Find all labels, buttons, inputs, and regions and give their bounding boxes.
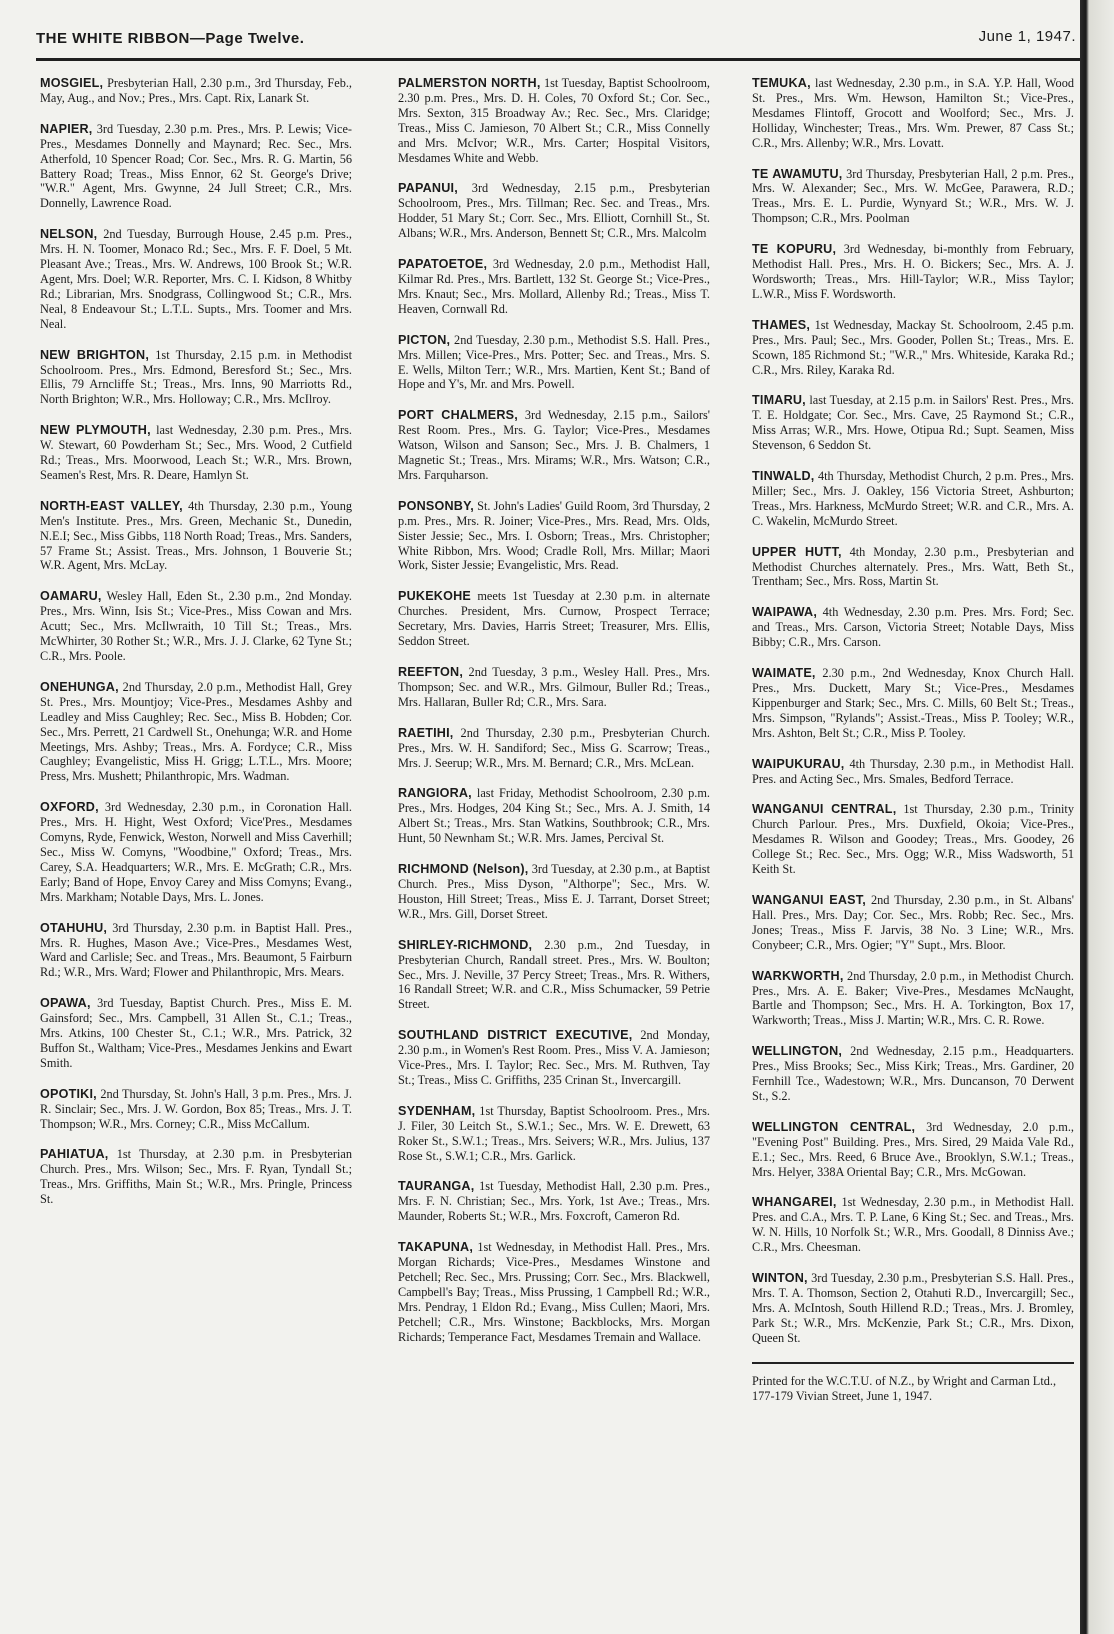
branch-entry bbox=[752, 1271, 1074, 1346]
branch-details: 3rd Thursday, 2.30 p.m. in Baptist Hall. Pres., Mrs. R. Hughes, Mason Ave.; Vice-Pres., Mesdames West, Ward and Carlisle; Sec. and Treas., Mrs. Beaumont, 5 Fairburn Rd.; W.R., Mrs. Ward; Flower and Philanthropic, Mrs. Mears. bbox=[40, 920, 352, 980]
branch-details: 3rd Tuesday, 2.30 p.m. Pres., Mrs. P. Lewis; Vice-Pres., Mesdames Donnelly and Maynard; Rec. Sec., Mrs. Atherfold, 10 Spencer Road; Cor. Sec., Mrs. R. G. Martin, 56 Battery Road; Treas., Miss Ennor, 62 St. George's Drive; "W.R." Agent, Mrs. Gwynne, 24 Jull Street; C.R., Mrs. Donnelly, Lawrence Road. bbox=[40, 121, 352, 211]
branch-entry bbox=[398, 589, 710, 649]
branch-name: PORT CHALMERS, bbox=[398, 408, 518, 423]
branch-details: 1st Wednesday, 2.30 p.m., in Methodist Hall. Pres. and C.A., Mrs. T. P. Lane, 6 King St.; Sec. and Treas., Mrs. W. N. Hills, 10 Norfolk St.; W.R., Mrs. Goodall, 8 Dinniss Ave.; C.R., Mrs. Cheesman. bbox=[752, 1195, 1074, 1255]
branch-name: WELLINGTON, bbox=[752, 1044, 843, 1059]
branch-entry bbox=[398, 76, 710, 165]
branch-name: OPAWA, bbox=[40, 996, 91, 1011]
branch-details: last Tuesday, at 2.15 p.m. in Sailors' Rest. Pres., Mrs. T. E. Holdgate; Cor. Sec., Mrs. Cave, 25 Raymond St.; C.R., Miss Arras; W.R., Mrs. Howe, Otipua Rd.; Supt. Seamen, Miss Stevenson, 6 Seddon St. bbox=[752, 393, 1075, 453]
branch-details: 2nd Tuesday, Burrough House, 2.45 p.m. Pres., Mrs. H. N. Toomer, Monaco Rd.; Sec., Mrs. F. F. Doel, 5 Mt. Pleasant Ave.; Treas., Mrs. W. Andrews, 100 Brook St.; W.R. Agent, Mrs. Doel; W.R. Reporter, Mrs. C. I. Kidson, 8 Whitby Rd.; Librarian, Mrs. Snodgrass, Collingwood St.; C.R., Mrs. Neal, 8 Endeavour St.; L.T.L. Supts., Mrs. Toomer and Mrs. Neal. bbox=[40, 227, 352, 331]
branch-entry bbox=[752, 76, 1074, 151]
branch-name: RICHMOND (Nelson), bbox=[398, 862, 529, 877]
branch-entry bbox=[752, 242, 1074, 302]
branch-name: WELLINGTON CENTRAL, bbox=[752, 1119, 916, 1134]
branch-name: WAIPUKURAU, bbox=[752, 756, 845, 771]
branch-name: WHANGAREI, bbox=[752, 1195, 837, 1210]
branch-details: 2nd Thursday, 2.0 p.m., Methodist Hall, Grey St. Pres., Mrs. Mountjoy; Vice-Pres., Mesdames Ashby and Leadley and Miss Caughley; Rec. Sec., Miss B. Hobden; Cor. Sec., Mrs. Perrett, 21 Cardwell St., Onehunga; W.R. and Home Meetings, Mrs. Ashby; Treas., Mrs. A. Fordyce; C.R., Miss Caughley; Evangelistic, Miss H. Grigg; L.T.L., Mrs. Moore; Press, Mrs. Mushett; Philanthropic, Mrs. Wadman. bbox=[40, 679, 352, 784]
branch-name: WARKWORTH, bbox=[752, 968, 844, 983]
branch-entry bbox=[752, 167, 1074, 227]
header-rule bbox=[36, 58, 1080, 61]
branch-entry bbox=[40, 499, 352, 574]
branch-entry bbox=[752, 802, 1074, 877]
branch-entry bbox=[398, 181, 710, 241]
branch-entry bbox=[398, 333, 710, 393]
branch-entry bbox=[40, 800, 352, 904]
branch-details: 2.30 p.m., 2nd Wednesday, Knox Church Hall. Pres., Mrs. Duckett, Mary St.; Vice-Pres., Mesdames Kippenburger and Stark; Sec., Mrs. C. Mills, 60 Belt St.; Treas., Mrs. Simpson, "Rylands"; Assist.-Treas., Miss P. Tooley; W.R., Mrs. Ashton, Belt St.; C.R., Miss P. Tooley. bbox=[752, 666, 1075, 740]
branch-entry bbox=[40, 996, 352, 1071]
branch-details: 1st Wednesday, in Methodist Hall. Pres., Mrs. Morgan Richards; Vice-Pres., Mesdames Winstone and Petchell; Rec. Sec., Mrs. Prussing; Corr. Sec., Mrs. Blackwell, Campbell's Bay; Treas., Miss Prussing, 1 Campbell Rd.; W.R., Mrs. Pendray, 1 Eldon Rd.; Evang., Miss Cullen; Maori, Mrs. Petchell; C.R., Mrs. Winstone; Backblocks, Mrs. Morgan Richards; Temperance Fact, Mesdames Tremain and Wallace. bbox=[398, 1240, 710, 1344]
footer-rule bbox=[752, 1362, 1074, 1364]
branch-details: 3rd Tuesday, at 2.30 p.m., at Baptist Church. Pres., Miss Dyson, "Althorpe"; Sec., Mrs. W. Houston, Hill Street; Treas., Miss E. J. Tarrant, Dorset Street; W.R., Mrs. Gill, Dorset Street. bbox=[398, 862, 710, 921]
branch-name: NAPIER, bbox=[40, 121, 93, 136]
branch-entry bbox=[40, 680, 352, 784]
issue-date: June 1, 1947. bbox=[978, 28, 1076, 45]
branch-name: PAPANUI, bbox=[398, 181, 458, 196]
branch-details: 1st Thursday, 2.30 p.m., Trinity Church Parlour. Pres., Mrs. Duxfield, Okoia; Vice-Pres., Mesdames R. Wilson and Goodey; Treas., Mrs. Goodey, 26 College St.; Rec. Sec., Mrs. Ogg; W.R., Miss Wadsworth, 51 Keith St. bbox=[752, 802, 1074, 877]
branch-name: TIMARU, bbox=[752, 393, 806, 408]
branch-name: NORTH-EAST VALLEY, bbox=[40, 498, 183, 513]
branch-details: 4th Thursday, 2.30 p.m., Young Men's Institute. Pres., Mrs. Green, Mechanic St., Dunedin, N.E.I; Sec., Miss Gibbs, 118 North Road; Treas., Mrs. Sanders, 57 Frame St.; Assist. Treas., Mrs. Johnson, 1 Bouverie St.; W.R. Agent, Mrs. McLay. bbox=[40, 498, 352, 573]
branch-name: OTAHUHU, bbox=[40, 920, 108, 935]
branch-name: NEW PLYMOUTH, bbox=[40, 423, 151, 438]
column-3-entries bbox=[752, 76, 1074, 1346]
branch-details: 3rd Wednesday, bi-monthly from February, Methodist Hall. Pres., Mrs. H. O. Bickers; Sec., Mrs. A. J. Wordsworth; Treas., Mrs. Hill-Taylor; W.R., Miss Taylor; L.W.R., Miss F. Wordsworth. bbox=[752, 242, 1074, 301]
branch-name: PALMERSTON NORTH, bbox=[398, 76, 541, 90]
branch-entry bbox=[752, 605, 1074, 650]
branch-details: Wesley Hall, Eden St., 2.30 p.m., 2nd Monday. Pres., Mrs. Winn, Isis St.; Vice-Pres., Miss Cowan and Mrs. Acutt; Sec., Mrs. McIlwraith, 10 Till St.; Treas., Mrs. McWhirter, 30 Rother St.; W.R., Mrs. J. J. Clarke, 62 Tyne St.; C.R., Mrs. Poole. bbox=[40, 589, 352, 663]
branch-details: 4th Thursday, 2.30 p.m., in Methodist Hall. Pres. and Acting Sec., Mrs. Smales, Bedford Terrace. bbox=[752, 756, 1074, 786]
branch-entry bbox=[40, 423, 352, 483]
branch-entry bbox=[40, 921, 352, 981]
branch-name: PICTON, bbox=[398, 332, 451, 347]
branch-details: 1st Thursday, at 2.30 p.m. in Presbyterian Church. Pres., Mrs. Wilson; Sec., Mrs. F. Ryan, Tyndall St.; Treas., Mrs. Griffiths, Main St.; W.R., Mrs. Pringle, Princess St. bbox=[40, 1147, 352, 1207]
branch-details: last Wednesday, 2.30 p.m., in S.A. Y.P. Hall, Wood St. Pres., Mrs. Wm. Hewson, Hamilton St.; Vice-Pres., Mesdames Flintoff, Grocott and Woolford; Sec., Mrs. J. Holliday, Winchester; Treas., Mrs. Wm. Prewer, 87 Cass St.; C.R., Mrs. Allenby; W.R., Mrs. Lovatt. bbox=[752, 76, 1075, 150]
branch-details: 3rd Wednesday, 2.30 p.m., in Coronation Hall. Pres., Mrs. H. Hight, West Oxford; Vice'Pres., Mesdames Comyns, Ryde, Fenwick, Weston, Norwell and Miss Caverhill; Sec., Miss W. Comyns, "Woodbine," Oxford; Treas., Mrs. Carey, S.A. Headquarters; W.R., Mrs. E. McGrath; C.R., Mrs. Early; Band of Hope, Envoy Carey and Miss Comyns; Evang., Mrs. Markham; Notable Days, Mrs. L. Jones. bbox=[40, 800, 352, 904]
branch-name: SOUTHLAND DISTRICT EXECUTIVE, bbox=[398, 1028, 633, 1043]
branch-entry bbox=[398, 726, 710, 771]
branch-details: St. John's Ladies' Guild Room, 3rd Thursday, 2 p.m. Pres., Mrs. R. Joiner; Vice-Pres., Mrs. Read, Mrs. Olds, Sister Jessie; Sec., Mrs. I. Osborn; Treas., Mrs. Christopher; White Ribbon, Mrs. Wood; Cradle Roll, Mrs. Millar; Maori Work, Sister Jessie; Evangelistic, Mrs. Read. bbox=[398, 498, 711, 573]
branch-entry bbox=[752, 757, 1074, 787]
branch-details: 3rd Thursday, Presbyterian Hall, 2 p.m. Pres., Mrs. W. Alexander; Sec., Mrs. W. McGee, Parawera, R.D.; Treas., Mrs. E. L. Purdie, Wynyard St.; W.R., Mrs. W. J. Thompson; C.R., Mrs. Poolman bbox=[752, 166, 1074, 226]
branch-details: meets 1st Tuesday at 2.30 p.m. in alternate Churches. President, Mrs. Curnow, Prospect Terrace; Secretary, Mrs. Davies, Harris Street; Treasurer, Mrs. Ellis, Seddon Street. bbox=[398, 589, 711, 649]
page-title: THE WHITE RIBBON—Page Twelve. bbox=[36, 30, 305, 47]
branch-entry bbox=[752, 1195, 1074, 1255]
branch-entry bbox=[752, 893, 1074, 953]
branch-details: 3rd Wednesday, 2.15 p.m., Sailors' Rest Room. Pres., Mrs. G. Taylor; Vice-Pres., Mesdames Watson, Wilson and Sanson; Sec., Mrs. J. B. Chalmers, 1 Magnetic St.; Treas., Mrs. Mirams; W.R., Mrs. Watson; C.R., Mrs. Farquharson. bbox=[398, 408, 710, 482]
branch-name: WANGANUI EAST, bbox=[752, 892, 866, 907]
branch-entry bbox=[40, 1087, 352, 1132]
branch-details: 4th Thursday, Methodist Church, 2 p.m. Pres., Mrs. Miller; Sec., Mrs. J. Oakley, 156 Victoria Street, Ashburton; Treas., Mrs. Harkness, McMurdo Street; W.R. and C.R., Mrs. A. C. Wakelin, McMurdo Street. bbox=[752, 469, 1074, 528]
branch-entry bbox=[398, 786, 710, 846]
branch-name: NEW BRIGHTON, bbox=[40, 347, 150, 362]
branch-name: WAIMATE, bbox=[752, 666, 816, 681]
branch-details: 1st Wednesday, Mackay St. Schoolroom, 2.45 p.m. Pres., Mrs. Paul; Sec., Mrs. Gooder, Pollen St.; Treas., Mrs. E. Scown, 185 Richmond St.; "W.R.," Mrs. Whiteside, Karaka Rd.; C.R., Mrs. Riley, Karaka Rd. bbox=[752, 317, 1075, 377]
branch-details: 2nd Thursday, 2.0 p.m., in Methodist Church. Pres., Mrs. A. E. Baker; Vive-Pres., Mesdames McNaught, Bartle and Thompson; Sec., Mrs. H. A. Torkington, Box 17, Warkworth; Treas., Miss J. Martin; W.R., Mrs. C. R. Rowe. bbox=[752, 968, 1074, 1028]
branch-details: 2nd Wednesday, 2.15 p.m., Headquarters. Pres., Miss Brooks; Sec., Miss Kirk; Treas., Mrs. Gardiner, 20 Fernhill Tce., Wadestown; W.R., Mrs. Duncanson, 70 Derwent St., S.2. bbox=[752, 1044, 1074, 1103]
branch-details: 1st Thursday, Baptist Schoolroom. Pres., Mrs. J. Filer, 30 Leitch St., S.W.1.; Sec., Mrs. W. E. Drewett, 63 Roker St., S.W.1.; Treas., Mrs. Seivers; W.R., Mrs. Julius, 137 Rose St., S.W.1; C.R., Mrs. Garlick. bbox=[398, 1103, 710, 1163]
branch-details: 2nd Monday, 2.30 p.m., in Women's Rest Room. Pres., Miss V. A. Jamieson; Vice-Pres., Mrs. I. Taylor; Rec. Sec., Mrs. M. Ruthven, Tay St.; Treas., Miss C. Griffiths, 235 Crinan St., Invercargill. bbox=[398, 1028, 710, 1087]
branch-details: 1st Tuesday, Baptist Schoolroom, 2.30 p.m. Pres., Mrs. D. H. Coles, 70 Oxford St.; Cor. Sec., Mrs. Sexton, 315 Broadway Av.; Rec. Sec., Mrs. Claridge; Treas., Miss C. Jamieson, 70 Albert St.; C.R., Miss Connelly and Mrs. McIvor; W.R., Mrs. Carter; Hospital Visitors, Mesdames White and Webb. bbox=[398, 76, 711, 165]
branch-name: TAURANGA, bbox=[398, 1179, 475, 1194]
branch-name: OXFORD, bbox=[40, 800, 99, 815]
branch-entry bbox=[398, 1104, 710, 1164]
branch-name: SYDENHAM, bbox=[398, 1103, 476, 1118]
branch-details: 2nd Tuesday, 3 p.m., Wesley Hall. Pres., Mrs. Thompson; Sec. and W.R., Mrs. Gilmour, Buller Rd.; Treas., Mrs. Hallaran, Buller Rd; C.R., Mrs. Sara. bbox=[398, 665, 710, 709]
branch-details: 1st Tuesday, Methodist Hall, 2.30 p.m. Pres., Mrs. F. N. Christian; Sec., Mrs. York, 1st Ave.; Treas., Mrs. Maunder, Roberts St.; W.R., Mrs. Foxcroft, Cameron Rd. bbox=[398, 1179, 710, 1224]
branch-details: 4th Monday, 2.30 p.m., Presbyterian and Methodist Churches alternately. Pres., Mrs. Watt, Beth St., Trentham; Sec., Mrs. Ross, Martin St. bbox=[752, 544, 1074, 589]
printer-imprint: Printed for the W.C.T.U. of N.Z., by Wright and Carman Ltd., 177-179 Vivian Street, June 1, 1947. bbox=[752, 1373, 1057, 1403]
branch-name: TE KOPURU, bbox=[752, 242, 837, 257]
branch-details: 2nd Thursday, 2.30 p.m., Presbyterian Church. Pres., Mrs. W. H. Sandiford; Sec., Miss G. Scarrow; Treas., Mrs. J. Seerup; W.R., Mrs. M. Bernard; C.R., Mrs. McLean. bbox=[398, 725, 710, 770]
branch-entry bbox=[752, 393, 1074, 453]
branch-details: 1st Thursday, 2.15 p.m. in Methodist Schoolroom. Pres., Mrs. Edmond, Beresford St.; Sec., Mrs. Ellis, 79 Arncliffe St.; Treas., Mrs. Inns, 90 Marriotts Rd., North Brighton; W.R., Mrs. Holloway; C.R., Mrs. McIlroy. bbox=[40, 347, 352, 407]
page-binding-edge bbox=[1080, 0, 1114, 1634]
branch-entry bbox=[398, 1028, 710, 1088]
branch-name: OPOTIKI, bbox=[40, 1086, 97, 1101]
branch-details: 4th Wednesday, 2.30 p.m. Pres. Mrs. Ford; Sec. and Treas., Mrs. Carson, Victoria Street; Notable Days, Miss Bibby; C.R., Mrs. Carson. bbox=[752, 605, 1074, 650]
branch-entry bbox=[40, 227, 352, 331]
branch-name: SHIRLEY-RICHMOND, bbox=[398, 937, 533, 952]
branch-entry bbox=[40, 76, 352, 106]
branch-details: 2nd Tuesday, 2.30 p.m., Methodist S.S. Hall. Pres., Mrs. Millen; Vice-Pres., Mrs. Potter; Sec. and Treas., Mrs. S. E. Wells, Milton Terr.; W.R., Mrs. Martien, Kent St.; Band of Hope and Y's, Mr. and Mrs. Powell. bbox=[398, 332, 710, 392]
branch-entry bbox=[398, 938, 710, 1013]
branch-name: WINTON, bbox=[752, 1271, 808, 1286]
branch-name: PONSONBY, bbox=[398, 498, 474, 513]
branch-name: REEFTON, bbox=[398, 665, 464, 679]
branch-name: PAHIATUA, bbox=[40, 1147, 109, 1162]
branch-entry bbox=[752, 969, 1074, 1029]
branch-entry bbox=[752, 318, 1074, 378]
branch-details: 3rd Wednesday, 2.15 p.m., Presbyterian Schoolroom, Pres., Mrs. Tillman; Rec. Sec. and Treas., Mrs. Hodder, 51 Mary St.; Corr. Sec., Mrs. Elliott, Cornhill St., St. Albans; W.R., Mrs. Anderson, Bennett St; C.R., Mrs. Malcolm bbox=[398, 181, 710, 241]
branch-details: last Friday, Methodist Schoolroom, 2.30 p.m. Pres., Mrs. Hodges, 204 King St.; Sec., Mrs. A. J. Smith, 14 Albert St.; Treas., Mrs. Stan Watkins, Southbrook; C.R., Mrs. Hunt, 50 Newnham St.; W.R. Mrs. James, Percival St. bbox=[398, 786, 710, 846]
branch-details: Presbyterian Hall, 2.30 p.m., 3rd Thursday, Feb., May, Aug., and Nov.; Pres., Mrs. Capt. Rix, Lanark St. bbox=[40, 76, 352, 105]
branch-entry bbox=[40, 589, 352, 664]
branch-details: 3rd Tuesday, 2.30 p.m., Presbyterian S.S. Hall. Pres., Mrs. T. A. Thomson, Section 2, Otahuti R.D., Invercargill; Sec., Mrs. A. McIntosh, South Hillend R.D.; Treas., Mrs. J. Bromley, Park St.; W.R., Mrs. McKenzie, Park St.; C.R., Mrs. Dixon, Queen St. bbox=[752, 1271, 1074, 1345]
page-header bbox=[36, 24, 1076, 50]
branch-name: TE AWAMUTU, bbox=[752, 166, 843, 181]
branch-details: 2.30 p.m., 2nd Tuesday, in Presbyterian Church, Randall street. Pres., Mrs. W. Boulton; Sec., Mrs. J. Neville, 37 Percy Street; Treas., Mrs. R. Withers, 16 Randall Street; W.R. and C.R., Miss Schumacker, 59 Petrie Street. bbox=[398, 937, 710, 1012]
branch-name: ONEHUNGA, bbox=[40, 679, 119, 694]
branch-name: PUKEKOHE bbox=[398, 589, 471, 604]
branch-name: TEMUKA, bbox=[752, 76, 811, 90]
branch-entry bbox=[752, 545, 1074, 590]
branch-details: 3rd Wednesday, 2.0 p.m., "Evening Post" Building. Pres., Mrs. Sired, 29 Maida Vale Rd., E.1.; Sec., Mrs. Reed, 6 Bruce Ave., Brooklyn, S.W.1.; Treas., Mrs. Helyer, 338A Oriental Bay; C.R., Mrs. McGowan. bbox=[752, 1119, 1074, 1179]
branch-details: 3rd Tuesday, Baptist Church. Pres., Miss E. M. Gainsford; Sec., Mrs. Campbell, 31 Allen St., C.1.; Treas., Mrs. Atkins, 100 Chester St., C.1.; W.R., Mrs. Patrick, 32 Buffon St., Waltham; Vice-Pres., Mesdames Jenkins and Ewart Smith. bbox=[40, 996, 352, 1070]
branch-name: RANGIORA, bbox=[398, 786, 472, 801]
branch-entry bbox=[398, 257, 710, 317]
branch-name: TINWALD, bbox=[752, 469, 815, 484]
branch-name: MOSGIEL, bbox=[40, 76, 104, 90]
branch-entry bbox=[40, 122, 352, 211]
branch-name: NELSON, bbox=[40, 227, 98, 242]
branch-name: UPPER HUTT, bbox=[752, 544, 842, 559]
branch-name: TAKAPUNA, bbox=[398, 1240, 474, 1255]
branch-details: last Wednesday, 2.30 p.m. Pres., Mrs. W. Stewart, 60 Powderham St.; Sec., Mrs. Wood, 2 Cutfield Rd.; Treas., Mrs. Moorwood, Leach St.; W.R., Mrs. Brown, Seamen's Rest, Mrs. R. Deare, Hamlyn St. bbox=[40, 423, 352, 482]
branch-entry bbox=[398, 408, 710, 483]
branch-name: WAIPAWA, bbox=[752, 605, 818, 620]
branch-name: THAMES, bbox=[752, 317, 811, 332]
branch-details: 2nd Thursday, 2.30 p.m., in St. Albans' Hall. Pres., Mrs. Day; Cor. Sec., Mrs. Robb; Rec. Sec., Mrs. Jones; Treas., Miss F. Jarvis, 38 No. 3 Line; W.R., Mrs. Conybeer; C.R., Mrs. Ogier; "Y" Supt., Mrs. Bloor. bbox=[752, 892, 1074, 952]
column-2 bbox=[398, 76, 710, 1361]
branch-name: RAETIHI, bbox=[398, 725, 454, 740]
branch-entry bbox=[398, 1240, 710, 1344]
branch-entry bbox=[398, 1179, 710, 1224]
branch-entry bbox=[752, 666, 1074, 741]
branch-details: 2nd Thursday, St. John's Hall, 3 p.m. Pres., Mrs. J. R. Sinclair; Sec., Mrs. J. W. Gordon, Box 85; Treas., Mrs. J. T. Thompson; W.R., Mrs. Corney; C.R., Miss McCallum. bbox=[40, 1086, 352, 1131]
branch-name: WANGANUI CENTRAL, bbox=[752, 802, 897, 817]
branch-entry bbox=[40, 348, 352, 408]
branch-name: PAPATOETOE, bbox=[398, 257, 488, 272]
branch-entry bbox=[40, 1147, 352, 1207]
branch-entry bbox=[398, 499, 710, 574]
branch-entry bbox=[752, 1120, 1074, 1180]
column-1 bbox=[40, 76, 352, 1223]
branch-details: 3rd Wednesday, 2.0 p.m., Methodist Hall, Kilmar Rd. Pres., Mrs. Bartlett, 132 St. George St.; Vice-Pres., Mrs. Knaut; Sec., Mrs. Mollard, Allenby Rd.; Treas., Miss T. Heaven, Cornwall Rd. bbox=[398, 257, 710, 316]
branch-entry bbox=[752, 1044, 1074, 1104]
branch-entry bbox=[398, 665, 710, 710]
branch-entry bbox=[752, 469, 1074, 529]
branch-entry bbox=[398, 862, 710, 922]
column-3 bbox=[752, 76, 1074, 1404]
branch-name: OAMARU, bbox=[40, 589, 102, 604]
